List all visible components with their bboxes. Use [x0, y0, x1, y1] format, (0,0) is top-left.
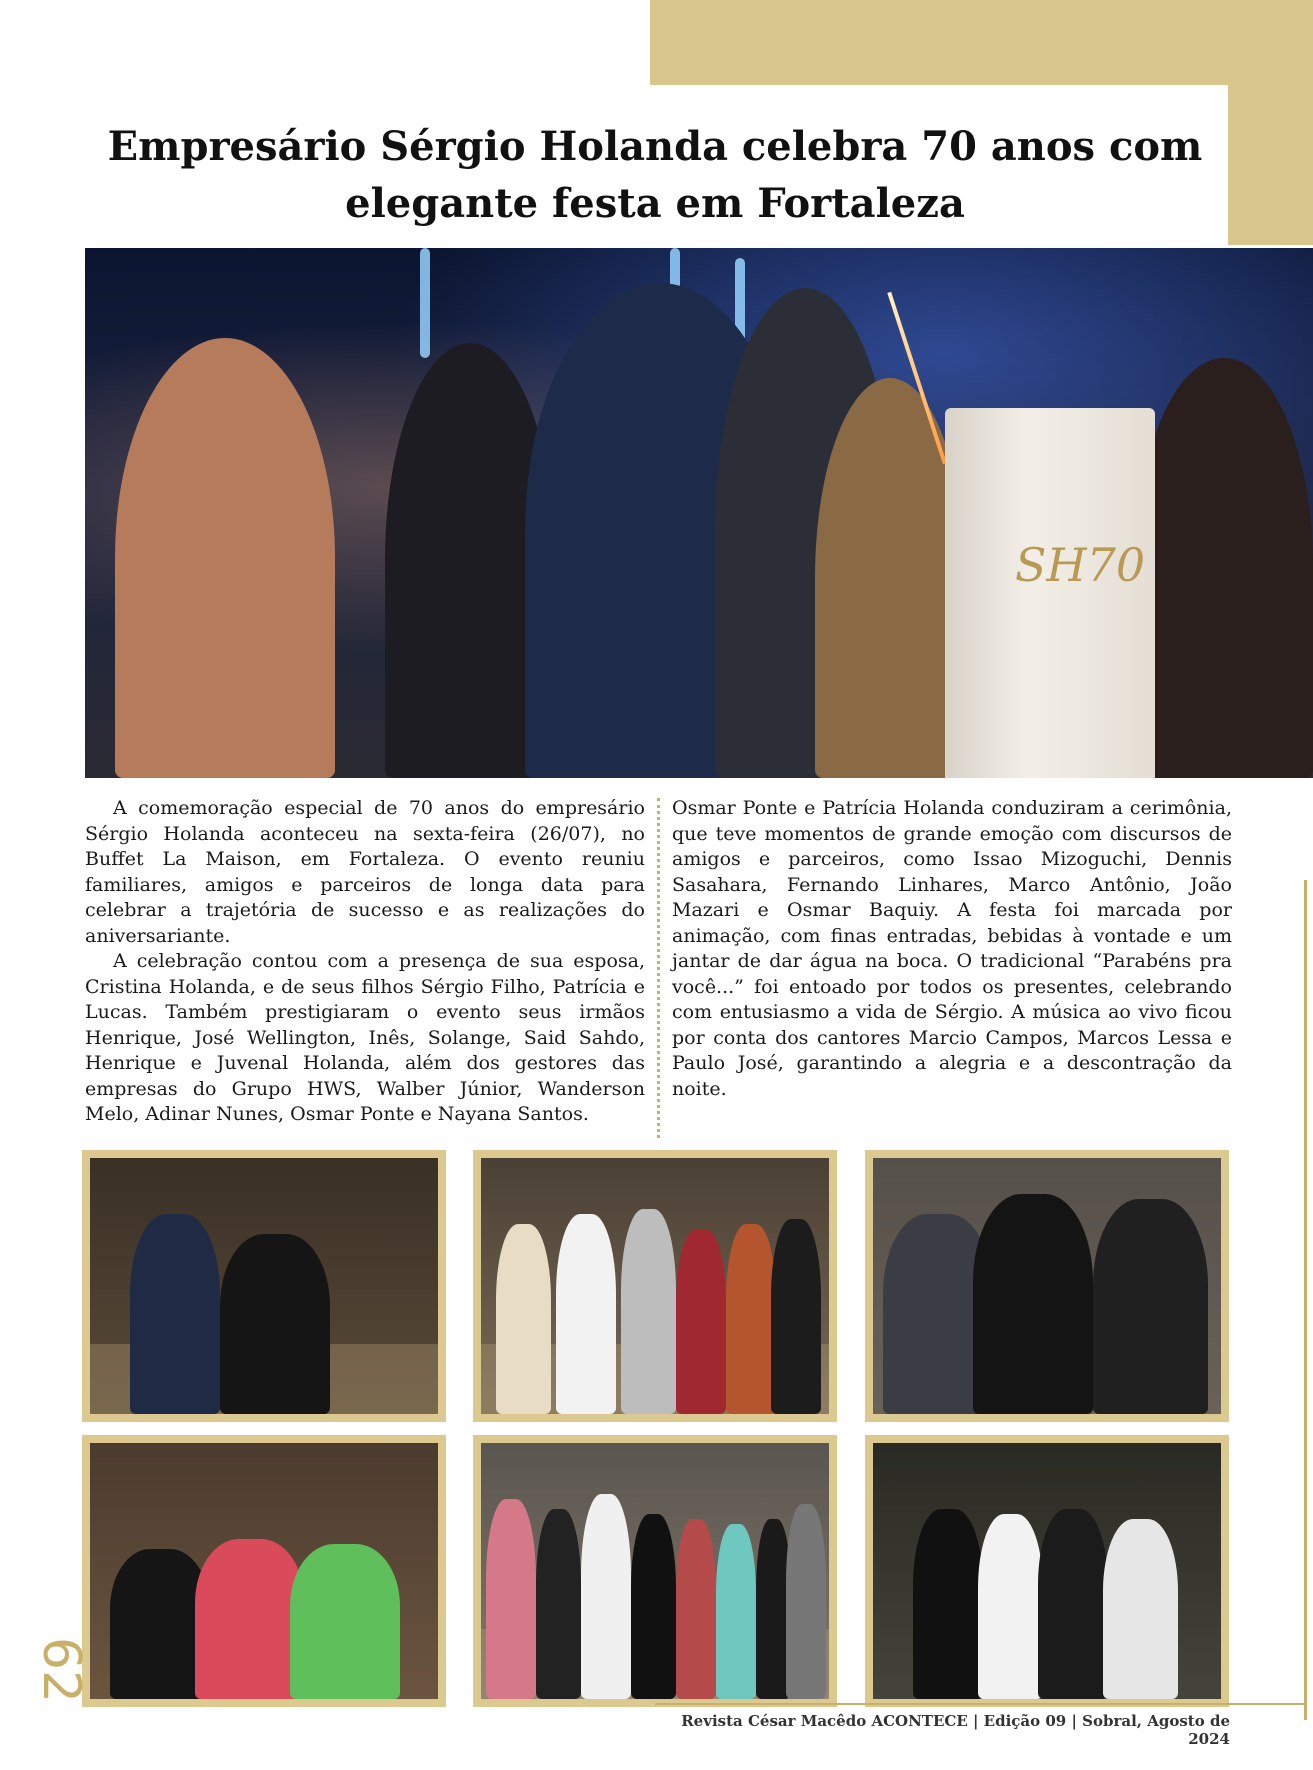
gallery-photo-6 [865, 1435, 1229, 1707]
guest-figure [556, 1214, 616, 1414]
column-divider [657, 798, 660, 1138]
paragraph: Osmar Ponte e Patrícia Holanda conduziram a cerimônia, que teve momentos de grande emoção com discursos de amigos e parceiros, como Issao Mizoguchi, Dennis Sasahara, Fernando Linhares, Marco Antônio, João Mazari e Osmar Baquiy. A festa foi marcada por animação, com finas entradas, bebidas à vontade e um jantar de dar água na boca. O tradicional “Parabéns pra você...” foi entoado por todos os presentes, celebrando com entusiasmo a vida de Sérgio. A música ao vivo ficou por conta dos cantores Marcio Campos, Marcos Lessa e Paulo José, garantindo a alegria e a descontração da noite. [672, 797, 1232, 1100]
guest-figure [973, 1194, 1093, 1414]
gallery-photo-2 [473, 1150, 837, 1422]
guest-figure [726, 1224, 776, 1414]
guest-figure [786, 1504, 826, 1699]
paragraph: A celebração contou com a presença de sua esposa, Cristina Holanda, e de seus filhos Sérgio Filho, Patrícia e Lucas. Também prestigiaram o evento seus irmãos Henrique, José Wellington, Inês, Solange, Said Sahdo, Henrique e Juvenal Holanda, além dos gestores das empresas do Grupo HWS, Walber Júnior, Wanderson Melo, Adinar Nunes, Osmar Ponte e Nayana Santos. [85, 950, 645, 1125]
article-column-2 [672, 796, 1232, 1102]
guest-figure [581, 1494, 631, 1699]
title-line-1: Empresário Sérgio Holanda celebra 70 anos com [107, 123, 1203, 170]
right-gold-rule [1304, 880, 1307, 1720]
gallery-photo-4 [82, 1435, 446, 1707]
guest-figure [536, 1509, 581, 1699]
guest-figure [290, 1544, 400, 1699]
footer-credit: Revista César Macêdo ACONTECE | Edição 09 | Sobral, Agosto de 2024 [681, 1712, 1230, 1748]
birthday-cake [945, 408, 1155, 778]
guest-figure [913, 1509, 983, 1699]
page-number: 62 [31, 1636, 92, 1704]
guest-figure [220, 1234, 330, 1414]
guest-figure [496, 1224, 551, 1414]
guest-figure [130, 1214, 220, 1414]
guest-figure [486, 1499, 536, 1699]
guest-figure [115, 338, 335, 778]
guest-figure [621, 1209, 676, 1414]
guest-figure [771, 1219, 821, 1414]
gallery-photo-1 [82, 1150, 446, 1422]
guest-figure [1135, 358, 1313, 778]
title-line-2: elegante festa em Fortaleza [345, 180, 965, 227]
cake-monogram: SH70 [1015, 538, 1146, 592]
guest-figure [1103, 1519, 1178, 1699]
article-column-1 [85, 796, 645, 1128]
guest-figure [195, 1539, 305, 1699]
stage-light [420, 248, 430, 358]
guest-figure [716, 1524, 756, 1699]
guest-figure [1038, 1509, 1108, 1699]
guest-figure [676, 1229, 726, 1414]
paragraph: A comemoração especial de 70 anos do empresário Sérgio Holanda aconteceu na sexta-feira (26/07), no Buffet La Maison, em Fortaleza. O evento reuniu familiares, amigos e parceiros de longa data para celebrar a trajetória de sucesso e as realizações do aniversariante. [85, 797, 645, 947]
footer-rule [655, 1703, 1305, 1705]
hero-photo [85, 248, 1313, 778]
article-title [100, 118, 1210, 232]
guest-figure [1093, 1199, 1208, 1414]
gold-side-block [1228, 0, 1313, 245]
gold-header-block [650, 0, 1313, 85]
gallery-photo-5 [473, 1435, 837, 1707]
guest-figure [631, 1514, 676, 1699]
gallery-photo-3 [865, 1150, 1229, 1422]
guest-figure [978, 1514, 1043, 1699]
guest-figure [815, 378, 965, 778]
guest-figure [676, 1519, 716, 1699]
